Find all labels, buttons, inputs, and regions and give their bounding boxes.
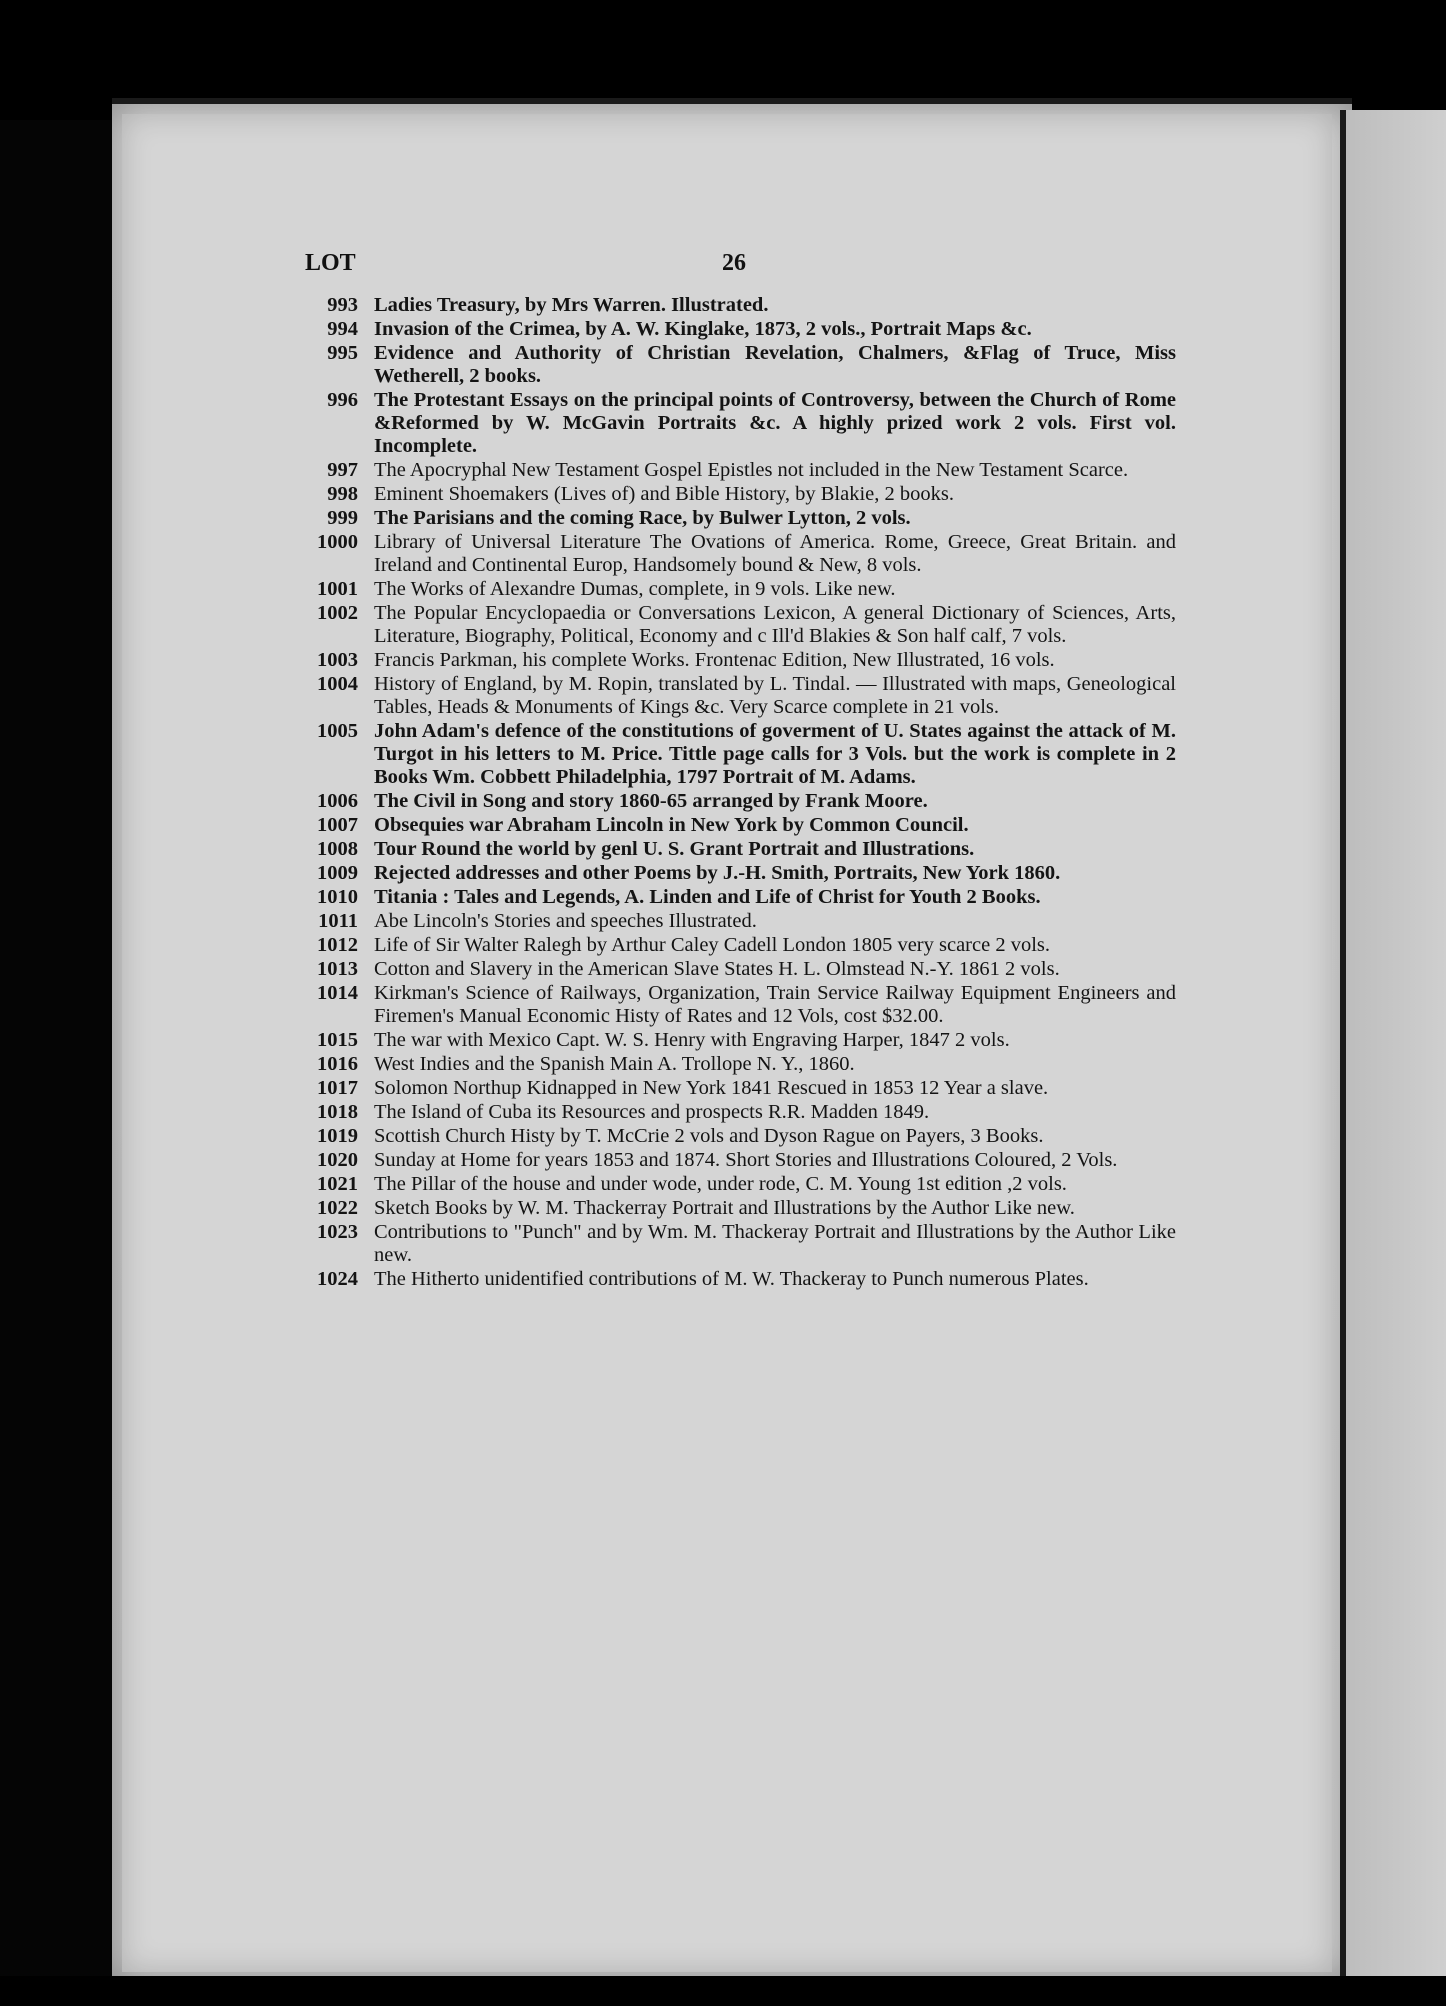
scan-bottom-border bbox=[0, 1976, 1446, 2006]
lot-entry bbox=[296, 1173, 1176, 1196]
lot-entry bbox=[296, 1125, 1176, 1148]
lot-entry bbox=[296, 1053, 1176, 1076]
lot-entry bbox=[296, 886, 1176, 909]
lot-description: John Adam's defence of the constitutions of goverment of U. States against the attack of M. Turgot in his letters to M. Price. Tittle page calls for 3 Vols. but the work is complete in 2 Books Wm. Cobbett Philadelphia, 1797 Portrait of M. Adams. bbox=[374, 720, 1176, 788]
lot-number: 1004 bbox=[317, 673, 358, 695]
lot-number: 1017 bbox=[317, 1077, 358, 1099]
lot-description: The Works of Alexandre Dumas, complete, in 9 vols. Like new. bbox=[374, 578, 896, 600]
lot-number: 996 bbox=[327, 389, 358, 411]
lot-number: 997 bbox=[327, 459, 358, 481]
lot-number: 1002 bbox=[317, 602, 358, 624]
lot-entry bbox=[296, 982, 1176, 1028]
lot-description: Evidence and Authority of Christian Revelation, Chalmers, &Flag of Truce, Miss Wetherell, 2 books. bbox=[374, 342, 1176, 387]
lot-number: 1014 bbox=[317, 982, 358, 1004]
lot-entry bbox=[296, 531, 1176, 577]
lot-entry bbox=[296, 649, 1176, 672]
lot-number: 1013 bbox=[317, 958, 358, 980]
lot-entry bbox=[296, 1149, 1176, 1172]
lot-number: 1020 bbox=[317, 1149, 358, 1171]
lot-column-heading: LOT bbox=[305, 250, 356, 276]
lot-description: Cotton and Slavery in the American Slave States H. L. Olmstead N.-Y. 1861 2 vols. bbox=[374, 958, 1060, 980]
lot-number: 1011 bbox=[318, 910, 358, 932]
lot-entry bbox=[296, 578, 1176, 601]
lot-description: Abe Lincoln's Stories and speeches Illustrated. bbox=[374, 910, 757, 932]
lot-description: The Civil in Song and story 1860-65 arranged by Frank Moore. bbox=[374, 790, 928, 812]
lot-entry bbox=[296, 1197, 1176, 1220]
lot-description: The Popular Encyclopaedia or Conversations Lexicon, A general Dictionary of Sciences, Arts, Literature, Biography, Political, Economy and c Ill'd Blakies & Son half calf, 7 vols. bbox=[374, 602, 1176, 647]
lot-number: 995 bbox=[327, 342, 358, 364]
lot-number: 1019 bbox=[317, 1125, 358, 1147]
lot-description: Titania : Tales and Legends, A. Linden and Life of Christ for Youth 2 Books. bbox=[374, 886, 1041, 908]
lot-entry bbox=[296, 862, 1176, 885]
lot-entry bbox=[296, 910, 1176, 933]
lot-number: 1018 bbox=[317, 1101, 358, 1123]
lot-description: Ladies Treasury, by Mrs Warren. Illustrated. bbox=[374, 294, 769, 316]
lot-description: Rejected addresses and other Poems by J.-H. Smith, Portraits, New York 1860. bbox=[374, 862, 1061, 884]
lot-entry bbox=[296, 294, 1176, 317]
lot-entry bbox=[296, 934, 1176, 957]
lot-description: Contributions to "Punch" and by Wm. M. Thackeray Portrait and Illustrations by the Author Like new. bbox=[374, 1221, 1176, 1266]
lot-entry bbox=[296, 1101, 1176, 1124]
lot-description: The Apocryphal New Testament Gospel Epistles not included in the New Testament Scarce. bbox=[374, 459, 1129, 481]
lot-entry bbox=[296, 790, 1176, 813]
lot-description: Obsequies war Abraham Lincoln in New York by Common Council. bbox=[374, 814, 969, 836]
lot-number: 1010 bbox=[317, 886, 358, 908]
lot-entry bbox=[296, 958, 1176, 981]
lot-description: The Island of Cuba its Resources and prospects R.R. Madden 1849. bbox=[374, 1101, 930, 1123]
lot-description: West Indies and the Spanish Main A. Trollope N. Y., 1860. bbox=[374, 1053, 855, 1075]
lot-description: History of England, by M. Ropin, translated by L. Tindal. — Illustrated with maps, Geneological Tables, Heads & Monuments of Kings &c. Very Scarce complete in 21 vols. bbox=[374, 673, 1176, 718]
lot-description: The Parisians and the coming Race, by Bulwer Lytton, 2 vols. bbox=[374, 507, 911, 529]
lot-entry bbox=[296, 1077, 1176, 1100]
lot-number: 993 bbox=[327, 294, 358, 316]
lot-description: Sunday at Home for years 1853 and 1874. Short Stories and Illustrations Coloured, 2 Vols. bbox=[374, 1149, 1118, 1171]
lot-description: Tour Round the world by genl U. S. Grant Portrait and Illustrations. bbox=[374, 838, 975, 860]
lot-description: Sketch Books by W. M. Thackerray Portrait and Illustrations by the Author Like new. bbox=[374, 1197, 1075, 1219]
lot-number: 1006 bbox=[317, 790, 358, 812]
lot-entry bbox=[296, 720, 1176, 789]
lot-description: Scottish Church Histy by T. McCrie 2 vols and Dyson Rague on Payers, 3 Books. bbox=[374, 1125, 1044, 1147]
lot-number: 1015 bbox=[317, 1029, 358, 1051]
lot-number: 994 bbox=[327, 318, 358, 340]
lot-description: The Hitherto unidentified contributions of M. W. Thackeray to Punch numerous Plates. bbox=[374, 1268, 1089, 1290]
lot-description: Invasion of the Crimea, by A. W. Kinglake, 1873, 2 vols., Portrait Maps &c. bbox=[374, 318, 1032, 340]
lot-number: 1024 bbox=[317, 1268, 358, 1290]
lot-number: 1023 bbox=[317, 1221, 358, 1243]
lot-entry bbox=[296, 673, 1176, 719]
lot-number: 1008 bbox=[317, 838, 358, 860]
lot-description: Eminent Shoemakers (Lives of) and Bible History, by Blakie, 2 books. bbox=[374, 483, 954, 505]
lot-entry bbox=[296, 1268, 1176, 1291]
page-number: 26 bbox=[722, 250, 746, 276]
lot-description: Life of Sir Walter Ralegh by Arthur Caley Cadell London 1805 very scarce 2 vols. bbox=[374, 934, 1051, 956]
lot-number: 1012 bbox=[317, 934, 358, 956]
lot-number: 999 bbox=[327, 507, 358, 529]
lot-number: 998 bbox=[327, 483, 358, 505]
lot-entry bbox=[296, 814, 1176, 837]
lot-entry bbox=[296, 389, 1176, 458]
lot-number: 1003 bbox=[317, 649, 358, 671]
lot-description: The war with Mexico Capt. W. S. Henry with Engraving Harper, 1847 2 vols. bbox=[374, 1029, 1010, 1051]
lot-entry bbox=[296, 1221, 1176, 1267]
lot-entry bbox=[296, 318, 1176, 341]
lot-number: 1022 bbox=[317, 1197, 358, 1219]
lot-number: 1016 bbox=[317, 1053, 358, 1075]
lot-number: 1005 bbox=[317, 720, 358, 742]
lot-description: Solomon Northup Kidnapped in New York 1841 Rescued in 1853 12 Year a slave. bbox=[374, 1077, 1049, 1099]
lot-entry bbox=[296, 838, 1176, 861]
lot-entry bbox=[296, 1029, 1176, 1052]
lot-description: Francis Parkman, his complete Works. Frontenac Edition, New Illustrated, 16 vols. bbox=[374, 649, 1055, 671]
lot-description: Kirkman's Science of Railways, Organization, Train Service Railway Equipment Engineers and Firemen's Manual Economic Histy of Rates and 12 Vols, cost $32.00. bbox=[374, 982, 1176, 1027]
lot-description: Library of Universal Literature The Ovations of America. Rome, Greece, Great Britain. and Ireland and Continental Europ, Handsomely bound & New, 8 vols. bbox=[374, 531, 1176, 576]
adjacent-page-edge bbox=[1346, 110, 1446, 1976]
lot-entry bbox=[296, 342, 1176, 388]
lot-entry bbox=[296, 459, 1176, 482]
lot-description: The Pillar of the house and under wode, under rode, C. M. Young 1st edition ,2 vols. bbox=[374, 1173, 1067, 1195]
lot-entry bbox=[296, 507, 1176, 530]
lot-number: 1021 bbox=[317, 1173, 358, 1195]
lot-entry bbox=[296, 483, 1176, 506]
lot-number: 1007 bbox=[317, 814, 358, 836]
lot-number: 1009 bbox=[317, 862, 358, 884]
lot-entry bbox=[296, 602, 1176, 648]
lot-description: The Protestant Essays on the principal points of Controversy, between the Church of Rome &Reformed by W. McGavin Portraits &c. A highly prized work 2 vols. First vol. Incomplete. bbox=[374, 389, 1176, 457]
lot-list bbox=[296, 294, 1176, 1292]
lot-number: 1000 bbox=[317, 531, 358, 553]
lot-number: 1001 bbox=[317, 578, 358, 600]
